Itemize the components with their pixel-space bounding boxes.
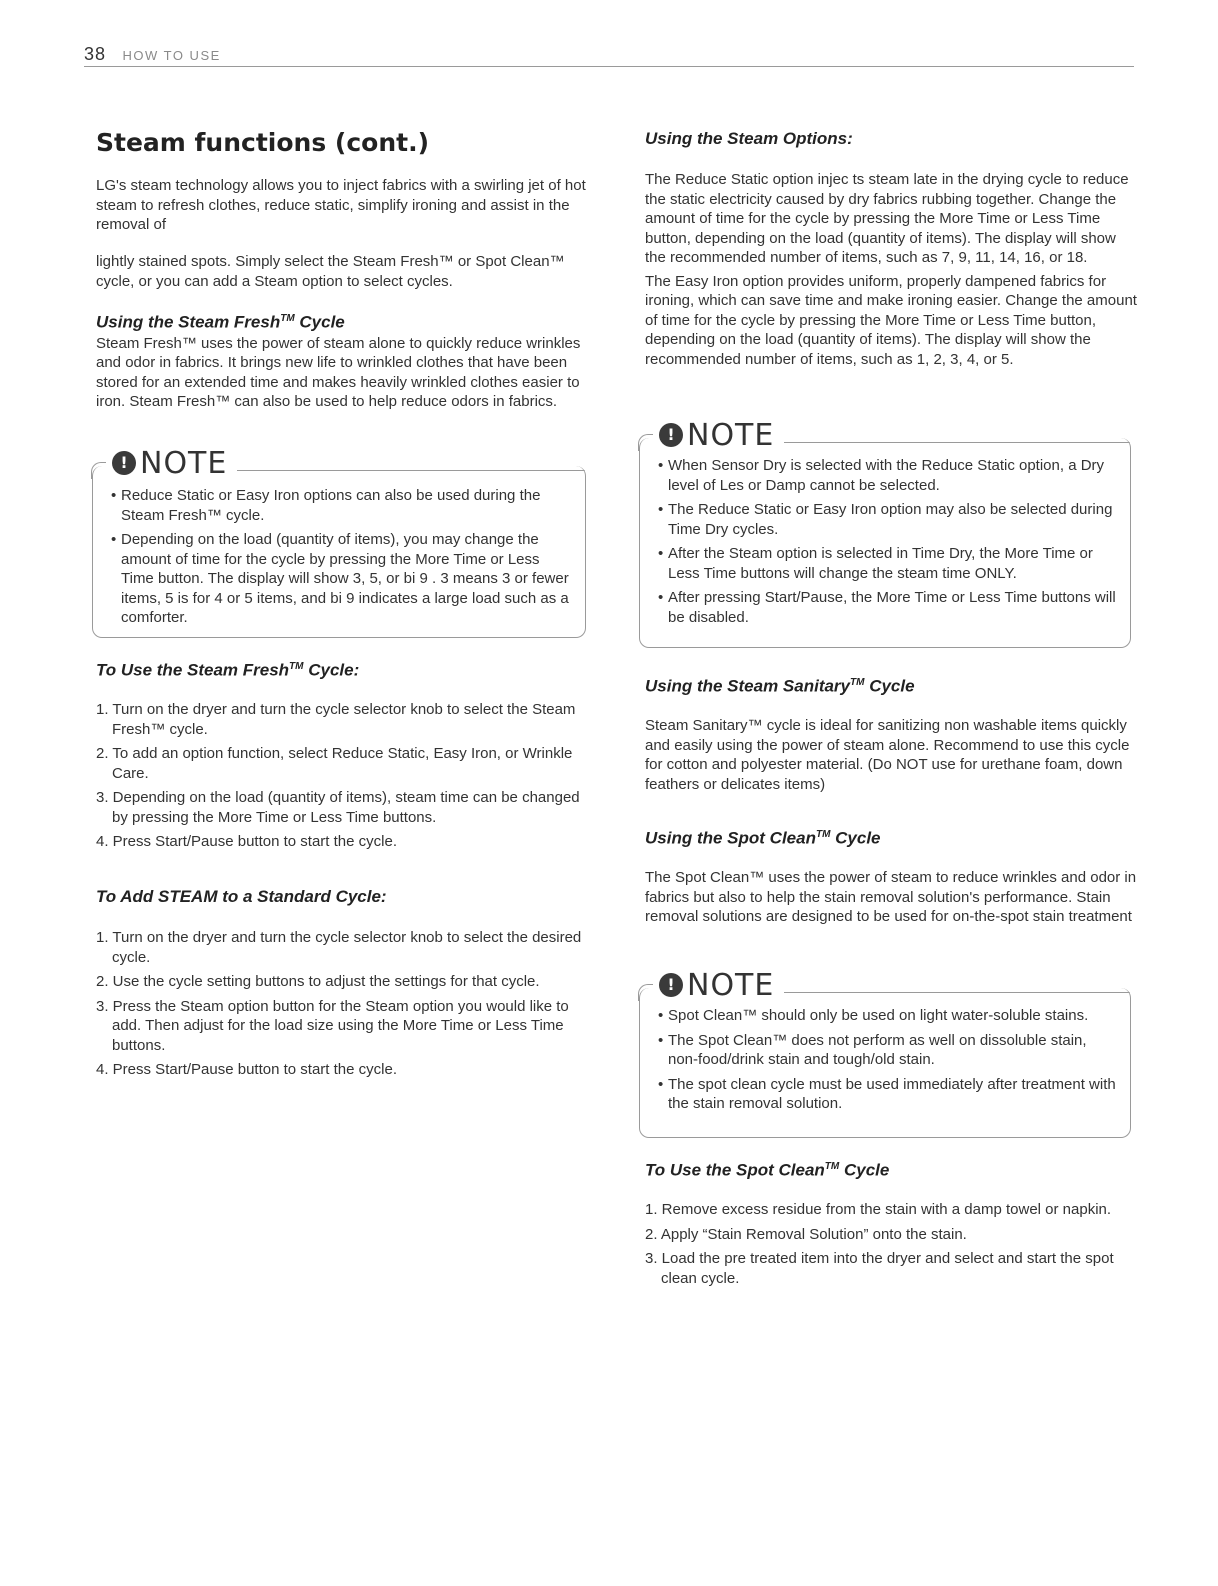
note-item: • Reduce Static or Easy Iron options can also be used during the Steam Fresh™ cycle. <box>111 486 571 525</box>
spot-clean-heading: Using the Spot Clean™ Cycle <box>645 828 881 848</box>
intro-paragraph-2: lightly stained spots. Simply select the Steam Fresh™ or Spot Clean™ cycle, or you can add a Steam option to select cycles. <box>96 253 565 290</box>
note-label: NOTE <box>140 445 228 481</box>
list-item: 4. Press Start/Pause button to start the cycle. <box>96 833 397 850</box>
steam-fresh-steps <box>96 700 592 852</box>
to-use-steam-fresh-heading: To Use the Steam Fresh™ Cycle: <box>96 660 360 680</box>
note-item: • The Reduce Static or Easy Iron option may also be selected during Time Dry cycles. <box>658 500 1116 539</box>
list-item: 2. Use the cycle setting buttons to adjust the settings for that cycle. <box>96 973 540 990</box>
list-item: 2. To add an option function, select Reduce Static, Easy Iron, or Wrinkle Care. <box>96 745 573 782</box>
list-item: 1. Turn on the dryer and turn the cycle selector knob to select the desired cycle. <box>96 929 582 966</box>
info-icon: ! <box>112 451 136 475</box>
list-item: 3. Load the pre treated item into the dryer and select and start the spot clean cycle. <box>645 1250 1114 1287</box>
info-icon: ! <box>659 423 683 447</box>
page-header <box>84 44 1134 67</box>
note-item: • The spot clean cycle must be used immediately after treatment with the stain removal solution. <box>658 1075 1116 1114</box>
easy-iron-paragraph: The Easy Iron option provides uniform, properly dampened fabrics for ironing, which can save time and make ironing easier. Change the amount of time for the cycle by pressing the More Time or Less Time button, depending on the load (quantity of items). The display will show the recommended number of items, such as 1, 2, 3, 4, or 5. <box>645 272 1137 368</box>
note-item: • The Spot Clean™ does not perform as well on dissoluble stain, non-food/drink stain and tough/old stain. <box>658 1031 1116 1070</box>
page-number: 38 <box>84 44 107 64</box>
add-steam-steps <box>96 928 592 1080</box>
steam-fresh-body: Steam Fresh™ uses the power of steam alone to quickly reduce wrinkles and odor in fabrics. It brings new life to wrinkled clothes that have been stored for an extended time and makes heavily wrinkled clothes easier to iron. Steam Fresh™ can also be used to help reduce odors in fabrics. <box>96 334 581 411</box>
spot-clean-body: The Spot Clean™ uses the power of steam to reduce wrinkles and odor in fabrics but also to help the stain removal solution's performance. Stain removal solutions are designed to be used for on-the-spot stain treatment <box>645 869 1137 925</box>
list-item: 1. Remove excess residue from the stain with a damp towel or napkin. <box>645 1201 1112 1218</box>
list-item: 1. Turn on the dryer and turn the cycle selector knob to select the Steam Fresh™ cycle. <box>96 701 576 738</box>
page-title: Steam functions (cont.) <box>96 128 429 157</box>
list-item: 4. Press Start/Pause button to start the cycle. <box>96 1061 397 1078</box>
intro-paragraph-1: LG's steam technology allows you to inject fabrics with a swirling jet of hot steam to refresh clothes, reduce static, simplify ironing and assist in the removal of <box>96 177 586 233</box>
note-label: NOTE <box>687 417 775 453</box>
list-item: 3. Depending on the load (quantity of items), steam time can be changed by pressing the More Time or Less Time buttons. <box>96 789 580 826</box>
reduce-static-paragraph: The Reduce Static option injec ts steam late in the drying cycle to reduce the static electricity caused by dry fabrics rubbing together. Change the amount of time for the cycle by pressing the More Time or Less Time button, depending on the load (quantity of items). The display will show the recommended number of items, such as 7, 9, 11, 14, 16, or 18. <box>645 171 1129 266</box>
note-box-steam-fresh <box>92 445 586 638</box>
steam-sanitary-heading: Using the Steam Sanitary™ Cycle <box>645 676 915 696</box>
note-item: • When Sensor Dry is selected with the Reduce Static option, a Dry level of Les or Damp cannot be selected. <box>658 456 1116 495</box>
info-icon: ! <box>659 973 683 997</box>
note-item: • After pressing Start/Pause, the More Time or Less Time buttons will be disabled. <box>658 588 1116 627</box>
steam-options-heading: Using the Steam Options: <box>645 129 853 148</box>
steam-fresh-heading: Using the Steam Fresh™ Cycle <box>96 312 345 332</box>
note-item: • Spot Clean™ should only be used on light water-soluble stains. <box>658 1006 1116 1026</box>
note-item: • Depending on the load (quantity of items), you may change the amount of time for the cycle by pressing the More Time or Less Time button. The display will show 3, 5, or bi 9 . 3 means 3 or fewer items, 5 is for 4 or 5 items, and bi 9 indicates a large load such as a comforter. <box>111 530 571 628</box>
section-name: HOW TO USE <box>122 48 221 63</box>
note-box-steam-options <box>639 417 1131 648</box>
spot-clean-steps <box>645 1200 1140 1288</box>
note-item: • After the Steam option is selected in Time Dry, the More Time or Less Time buttons will change the steam time ONLY. <box>658 544 1116 583</box>
note-label: NOTE <box>687 967 775 1003</box>
to-use-spot-clean-heading: To Use the Spot Clean™ Cycle <box>645 1160 890 1180</box>
note-box-spot-clean <box>639 967 1131 1138</box>
list-item: 2. Apply “Stain Removal Solution” onto the stain. <box>645 1225 967 1243</box>
steam-sanitary-body: Steam Sanitary™ cycle is ideal for sanitizing non washable items quickly and easily using the power of steam alone. Recommend to use this cycle for cotton and polyester material. (Do NOT use for urethane foam, down feathers or delicates items) <box>645 717 1130 793</box>
add-steam-heading: To Add STEAM to a Standard Cycle: <box>96 887 387 906</box>
list-item: 3. Press the Steam option button for the Steam option you would like to add. Then adjust for the load size using the More Time or Less Time buttons. <box>96 997 569 1054</box>
